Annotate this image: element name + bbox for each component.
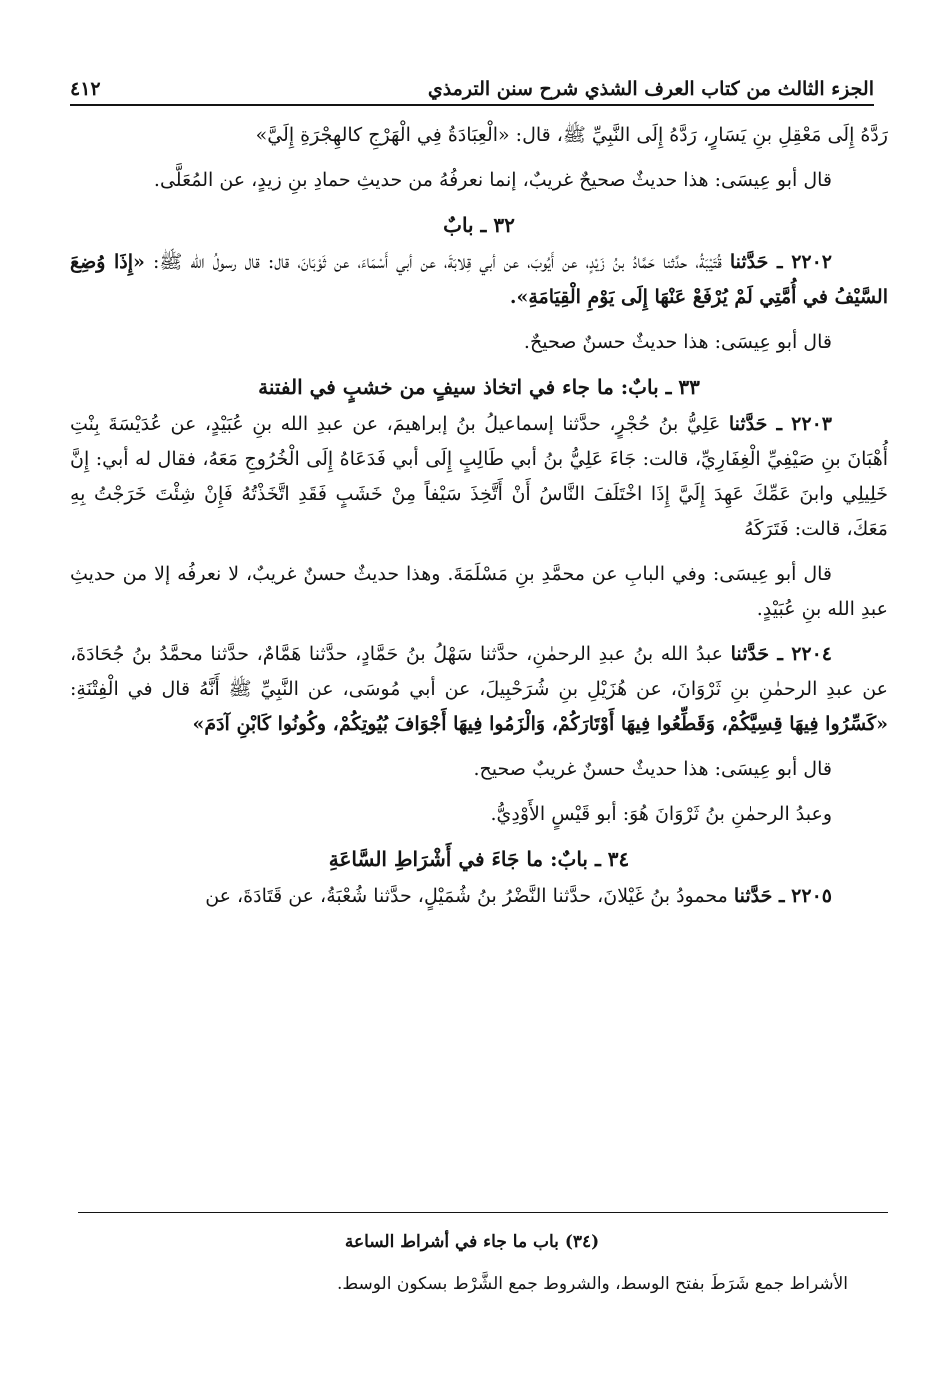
paragraph-hadith-end xyxy=(70,118,888,153)
hadith-number: ٢٢٠٢ ـ xyxy=(768,251,833,273)
hadith-text: عَلِيُّ بنُ حُجْرٍ، حدَّثنا إسماعيلُ بنُ إبراهيمَ، عن عبدِ الله بنِ عُبَيْدٍ، عن عُدَيْسَةَ بِنْتِ أُهْبَانَ بنِ صَيْفِيِّ الْغِفَارِيِّ، قالت: جَاءَ عَلِيُّ بنُ أبي طَالِبٍ إِلَى أبي فَدَعَاهُ إِلَى الْخُرُوجِ مَعَهُ، فقال له أبي: إِنَّ خَلِيلِي وابنَ عَمِّكَ عَهِدَ إِلَيَّ إِذَا اخْتَلَفَ النَّاسُ أَنْ أَتَّخِذَ سَيْفاً مِنْ خَشَبٍ فَقَدِ اتَّخَذْتُهُ فَإِنْ شِئْتَ خَرَجْتُ بِهِ مَعَكَ، قالت: فَتَرَكَهُ xyxy=(70,413,888,540)
paragraph-text: قال أبو عِيسَى: هذا حديثٌ حسنٌ غريبٌ صحيح. xyxy=(473,758,832,780)
hadith-number: ٢٢٠٤ ـ xyxy=(769,643,833,665)
paragraph-text: رَدَّهُ إِلَى مَعْقِلِ بنِ يَسَارٍ، رَدَّهُ إِلَى النَّبِيِّ ﷺ، قال: «الْعِبَادَةُ فِي الْهَرْجِ كالهِجْرَةِ إِلَيَّ» xyxy=(255,124,888,146)
footnote-text: الأشراط جمع شَرَطَ بفتح الوسط، والشروط جمع الشَّرْط بسكون الوسط. xyxy=(336,1274,848,1294)
paragraph-grading xyxy=(70,752,888,787)
paragraph-note xyxy=(70,797,888,832)
paragraph-grading xyxy=(70,557,888,627)
chapter-heading-32: ٣٢ ـ بابٌ xyxy=(443,213,515,237)
footnote-divider xyxy=(78,1212,888,1213)
paragraph-text: وعبدُ الرحمٰنِ بنُ ثَرْوَانَ هُوَ: أبو قَيْسٍ الأَوْدِيُّ. xyxy=(490,803,832,825)
hadith-2204 xyxy=(70,637,888,742)
hadith-number: ٢٢٠٣ ـ xyxy=(767,413,832,435)
header-divider xyxy=(70,104,874,106)
hadith-matn: «كَسِّرُوا فِيهَا قِسِيَّكُمْ، وَقَطِّعُوا فِيهَا أَوْتَارَكُمْ، وَالْزَمُوا فِيهَا أَجْوَافَ بُيُوتِكُمْ، وكُونُوا كَابْنِ آدَمَ» xyxy=(192,713,888,735)
paragraph-text: قال أبو عِيسَى: هذا حديثٌ حسنٌ صحيحٌ. xyxy=(523,331,832,353)
hadith-2202 xyxy=(70,245,888,315)
hadith-chain: عبدُ الله بنُ عبدِ الرحمٰنِ، حدَّثنا سَهْلُ بنُ حَمَّادٍ، حدَّثنا هَمَّامٌ، حدَّثنا محمَّدُ بنُ جُحَادَةَ، عن عبدِ الرحمٰنِ بنِ ثَرْوَانَ، عن هُزَيْلِ بنِ شُرَحْبِيلَ، عن أبي مُوسَى، عن النَّبِيِّ ﷺ أَنَّهُ قال في الْفِتْنَةِ: xyxy=(70,643,888,700)
hadith-keyword: حَدَّثنا xyxy=(730,643,770,665)
footnotes xyxy=(90,1226,854,1300)
hadith-keyword: حَدَّثنا xyxy=(729,251,769,273)
paragraph-grading xyxy=(70,325,888,360)
paragraph-grading xyxy=(70,163,888,198)
hadith-keyword: حَدَّثنا xyxy=(733,885,773,907)
hadith-keyword: حَدَّثنا xyxy=(728,413,768,435)
page-header xyxy=(70,60,874,100)
footnote-title: (٣٤) باب ما جاء في أشراط الساعة xyxy=(344,1232,600,1252)
hadith-2203 xyxy=(70,407,888,547)
paragraph-text: قال أبو عِيسَى: هذا حديثٌ صحيحٌ غريبٌ، إنما نعرفُهُ من حديثِ حمادِ بنِ زيدٍ، عن المُعَلَّى. xyxy=(153,169,832,191)
chapter-heading-33: ٣٣ ـ بابٌ: ما جاء في اتخاذ سيفٍ من خشبٍ في الفتنة xyxy=(258,375,700,399)
running-title: الجزء الثالث من كتاب العرف الشذي شرح سنن الترمذي xyxy=(427,78,874,100)
hadith-number: ٢٢٠٥ ـ xyxy=(772,885,832,907)
main-text xyxy=(70,118,888,924)
hadith-text: محمودُ بنُ غَيْلانَ، حدَّثنا النَّضْرُ بنُ شُمَيْلٍ، حدَّثنا شُعْبَةُ، عن قَتَادَةَ، عن xyxy=(205,885,734,907)
hadith-2205 xyxy=(70,879,888,914)
hadith-chain: قُتَيْبَةُ، حدَّثنا حَمَّادُ بنُ زَيْدٍ، عن أَيُوبَ، عن أبي قِلابَةَ، عن أبي أَسْمَاءَ، عن ثَوْبَانَ، قال: قال رسولُ الله ﷺ: xyxy=(144,251,730,273)
paragraph-text: قال أبو عِيسَى: وفي البابِ عن محمَّدِ بنِ مَسْلَمَةَ. وهذا حديثٌ حسنٌ غريبٌ، لا نعرفُه إلا من حديثِ عبدِ الله بنِ عُبَيْدٍ. xyxy=(70,563,888,620)
hadith-matn: «إِذَا وُضِعَ السَّيْفُ في أُمَّتِي لَمْ يُرْفَعْ عَنْهَا إِلَى يَوْمِ الْقِيَامَةِ». xyxy=(70,251,888,308)
page-number: ٤١٢ xyxy=(70,78,101,100)
chapter-heading-34: ٣٤ ـ بابٌ: ما جَاءَ في أَشْرَاطِ السَّاعَةِ xyxy=(328,847,630,871)
